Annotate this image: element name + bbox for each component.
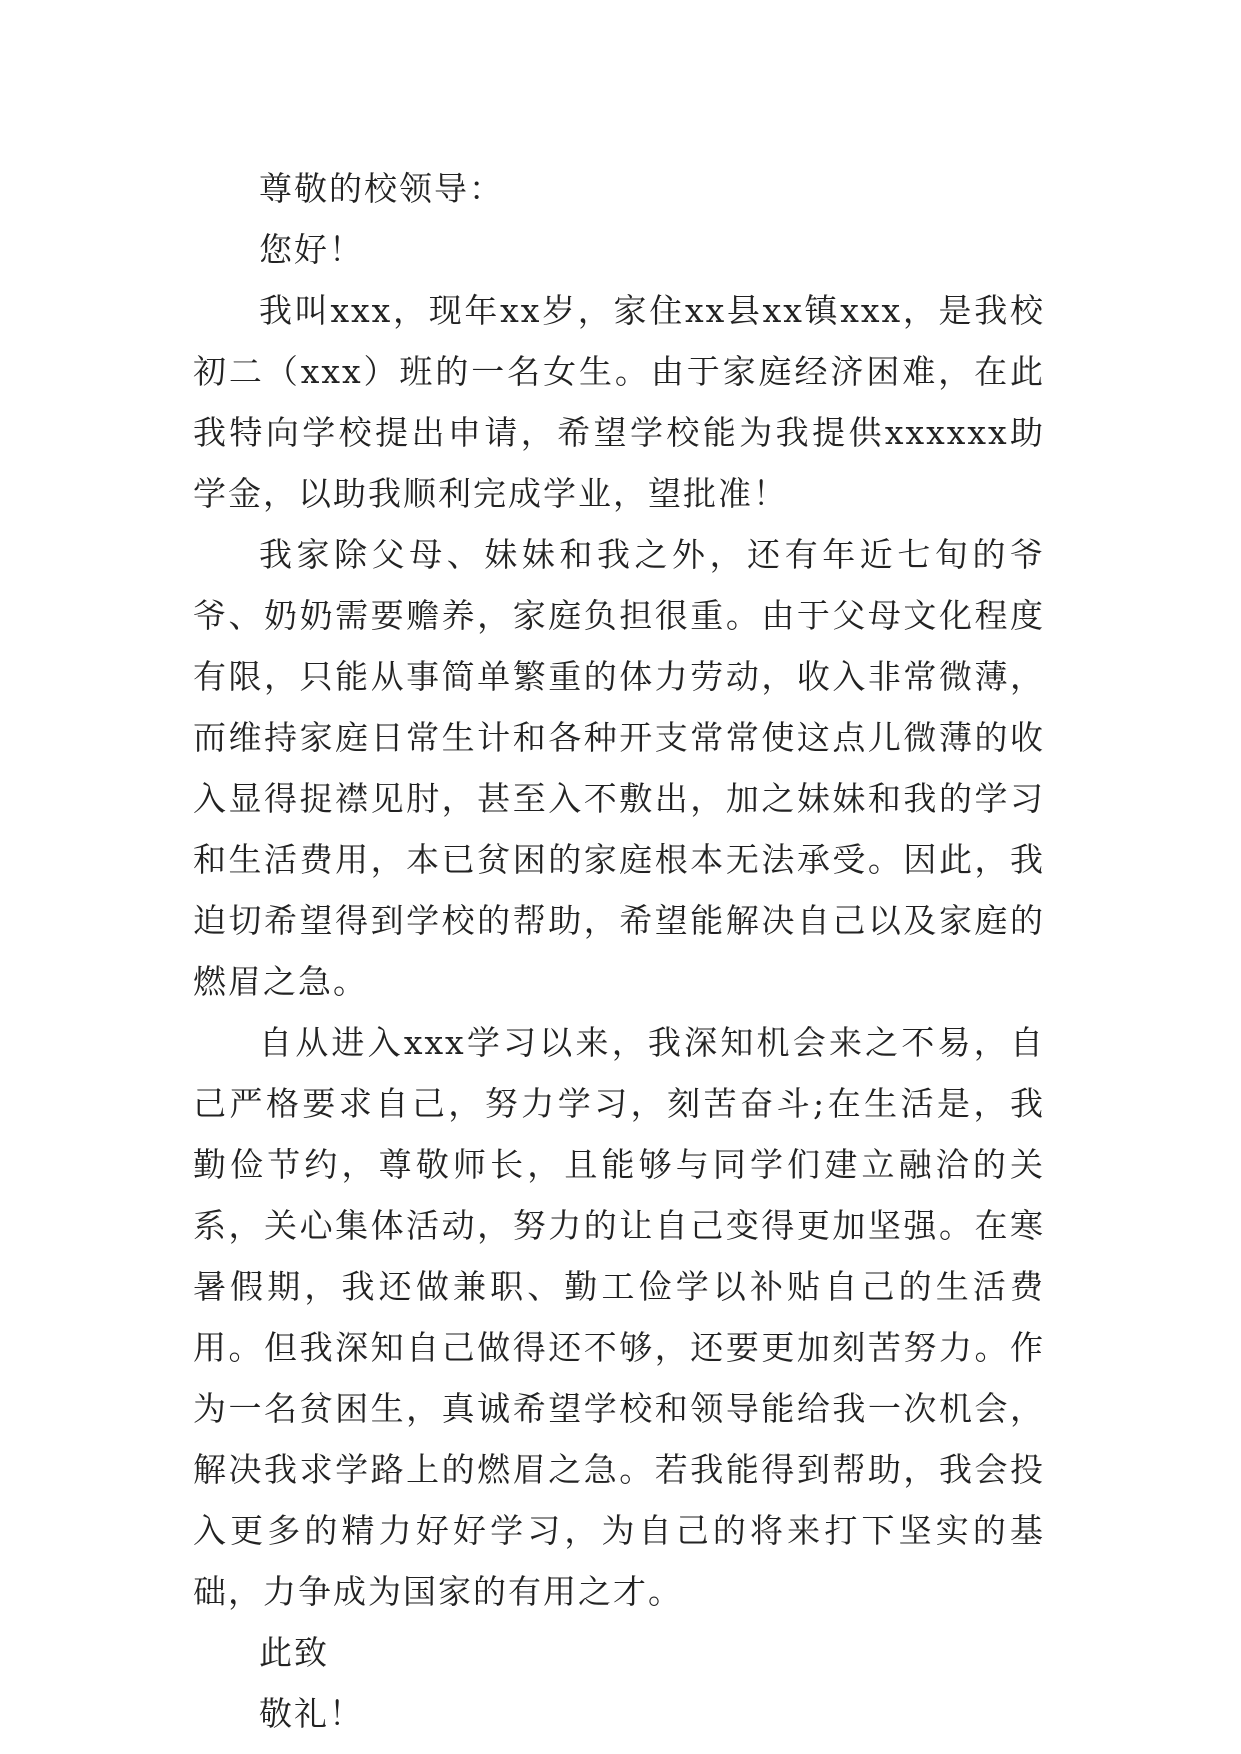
body-paragraph-family: 我家除父母、妹妹和我之外，还有年近七旬的爷爷、奶奶需要赡养，家庭负担很重。由于父母文化程度有限，只能从事简单繁重的体力劳动，收入非常微薄，而维持家庭日常生计和各种开支常常使这点儿微薄的收入显得捉襟见肘，甚至入不敷出，加之妹妹和我的学习和生活费用，本已贫困的家庭根本无法承受。因此，我迫切希望得到学校的帮助，希望能解决自己以及家庭的燃眉之急。: [193, 535, 1045, 1001]
application-letter: [193, 158, 1045, 1744]
salutation: 尊敬的校领导：: [259, 169, 504, 208]
closing-salute: 敬礼！: [259, 1694, 364, 1733]
greeting: 您好！: [259, 230, 364, 269]
closing-line: 此致: [259, 1633, 329, 1672]
body-paragraph-intro: 我叫xxx，现年xx岁，家住xx县xx镇xxx，是我校初二（xxx）班的一名女生。由于家庭经济困难，在此我特向学校提出申请，希望学校能为我提供xxxxxx助学金，以助我顺利完成学业，望批准！: [193, 291, 1045, 513]
body-paragraph-study: 自从进入xxx学习以来，我深知机会来之不易，自己严格要求自己，努力学习，刻苦奋斗;在生活是，我勤俭节约，尊敬师长，且能够与同学们建立融洽的关系，关心集体活动，努力的让自己变得更加坚强。在寒暑假期，我还做兼职、勤工俭学以补贴自己的生活费用。但我深知自己做得还不够，还要更加刻苦努力。作为一名贫困生，真诚希望学校和领导能给我一次机会，解决我求学路上的燃眉之急。若我能得到帮助，我会投入更多的精力好好学习，为自己的将来打下坚实的基础，力争成为国家的有用之才。: [193, 1023, 1045, 1611]
